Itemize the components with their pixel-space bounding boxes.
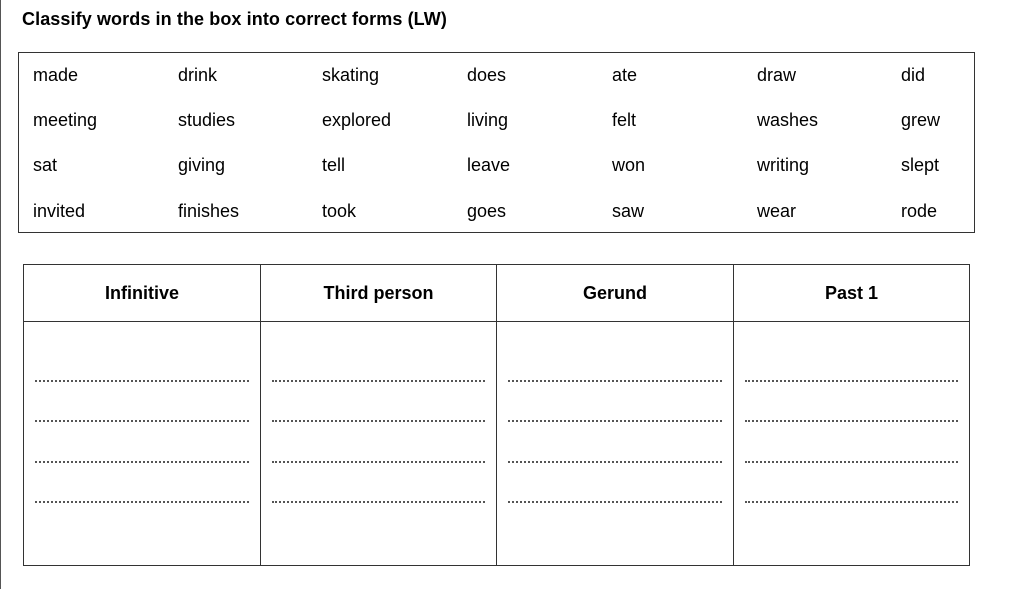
answer-line[interactable] [272,461,485,463]
answer-line[interactable] [508,380,722,382]
word: took [322,201,357,221]
worksheet-title: Classify words in the box into correct forms (LW) [22,9,447,29]
answer-line[interactable] [35,420,249,422]
word: studies [178,110,236,130]
column-past-1 [734,265,969,565]
column-header: Third person [261,265,496,322]
word: skating [322,65,380,85]
word: drink [178,65,218,85]
word: leave [467,155,511,175]
answer-line[interactable] [272,380,485,382]
answer-line[interactable] [508,461,722,463]
word: slept [901,155,940,175]
word-row [19,108,974,132]
word: explored [322,110,392,130]
column-header: Infinitive [24,265,260,322]
column-gerund [497,265,734,565]
word: giving [178,155,226,175]
column-third-person [261,265,497,565]
word: washes [757,110,819,130]
word: sat [33,155,58,175]
answer-line[interactable] [745,461,958,463]
word-row [19,63,974,87]
word: wear [757,201,797,221]
column-infinitive [24,265,261,565]
word-box [18,52,975,233]
word-row [19,153,974,177]
left-margin-rule [0,0,1,589]
word: living [467,110,509,130]
column-header: Past 1 [734,265,969,322]
answer-line[interactable] [272,420,485,422]
word: grew [901,110,941,130]
word: ate [612,65,638,85]
word: meeting [33,110,98,130]
answer-line[interactable] [508,420,722,422]
word: felt [612,110,637,130]
word: did [901,65,926,85]
answer-line[interactable] [745,501,958,503]
word: draw [757,65,797,85]
word: made [33,65,79,85]
answer-line[interactable] [35,501,249,503]
word: finishes [178,201,240,221]
word: writing [757,155,810,175]
word: won [612,155,646,175]
word: goes [467,201,507,221]
answer-line[interactable] [35,461,249,463]
answer-line[interactable] [35,380,249,382]
word: saw [612,201,645,221]
word-row [19,199,974,223]
answer-line[interactable] [745,420,958,422]
word: invited [33,201,86,221]
answer-line[interactable] [272,501,485,503]
forms-table [23,264,970,566]
answer-line[interactable] [508,501,722,503]
word: does [467,65,507,85]
word: tell [322,155,346,175]
word: rode [901,201,938,221]
answer-line[interactable] [745,380,958,382]
column-header: Gerund [497,265,733,322]
